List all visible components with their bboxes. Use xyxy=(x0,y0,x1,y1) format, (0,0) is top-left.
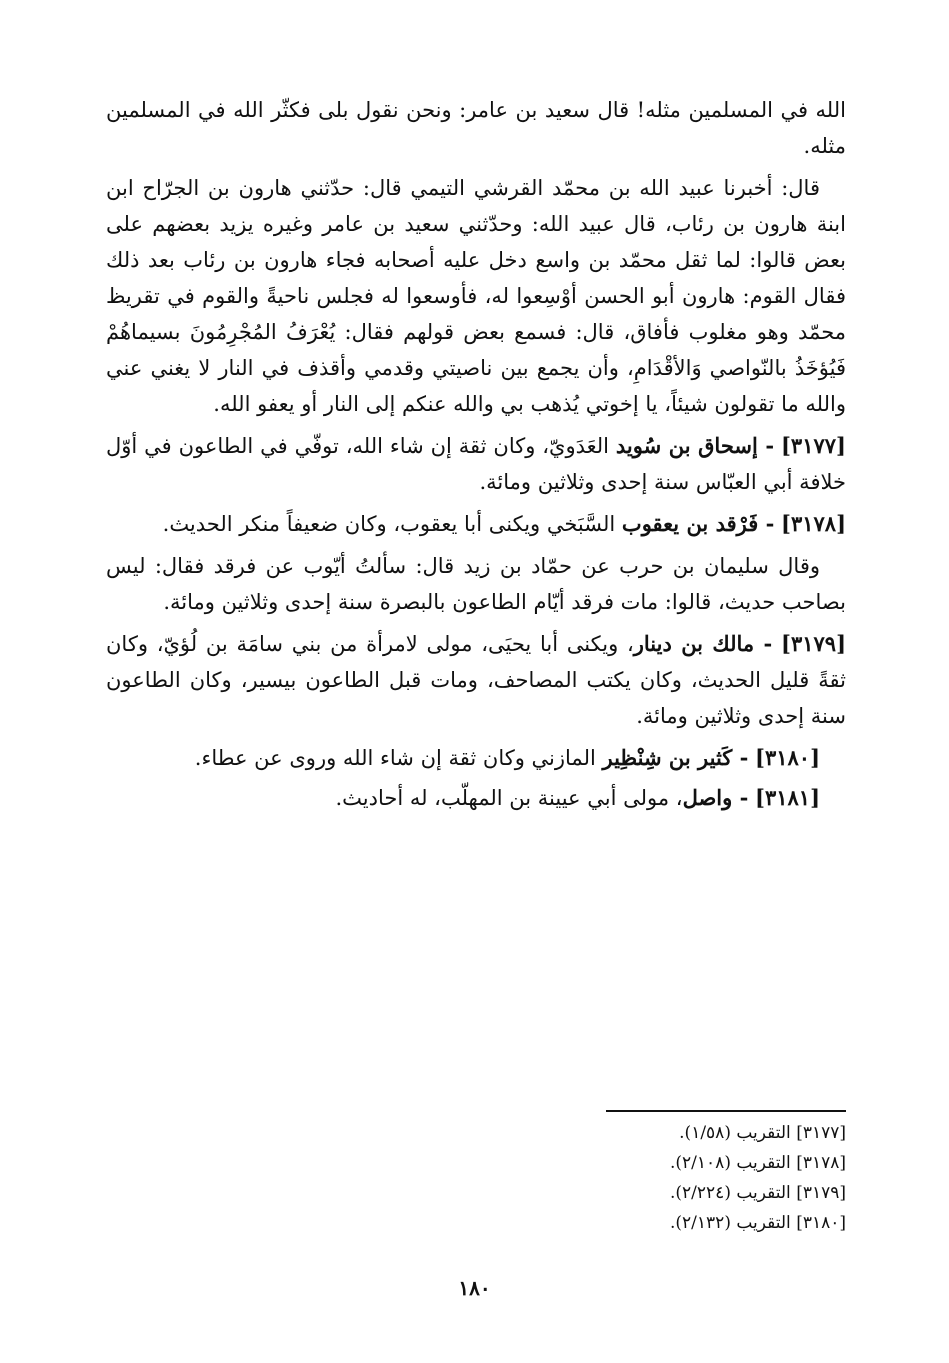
entry-text: المازني وكان ثقة إن شاء الله وروى عن عطاء. xyxy=(194,746,596,770)
entry-name: - كَثير بن شِنْظِير xyxy=(602,745,749,770)
footnotes xyxy=(606,1110,846,1238)
entry-name-text: فَرْقد بن يعقوب xyxy=(621,511,759,536)
entry-text: ، ويكنى أبا يحيَى، مولى لامرأة من بني سامَة بن لُؤيّ، وكان ثقةً قليل الحديث، وكان يكتب المصاحف، ومات قبل الطاعون بيسير، وكان الطاعون سنة إحدى وثلاثين ومائة. xyxy=(106,632,846,728)
paragraph-narration: قال: أخبرنا عبيد الله بن محمّد القرشي التيمي قال: حدّثني هارون بن الجرّاح ابن ابنة هارون بن رئاب، قال عبيد الله: وحدّثني سعيد بن عامر وغيره يزيد بعضهم على بعض قالوا: لما ثقل محمّد بن واسع دخل عليه أصحابه فجاء هارون بن رئاب بعد ذلك فقال القوم: هارون أبو الحسن أوْسِعوا له، فأوسعوا له فجلس ناحيةً والقوم في تقريظ محمّد وهو مغلوب فأفاق، قال: فسمع بعض قولهم فقال: يُعْرَفُ المُجْرِمُونَ بسيماهُمْ فَيُؤخَذُ بالنّواصي وَالأقْدَامِ، وأن يجمع بين ناصيتي وقدمي وأقذف في النار لا يغني عني والله ما تقولون شيئاً، يا إخوتي يُذهب بي والله عنكم إلى النار أو يعفو الله. xyxy=(106,176,846,416)
entry-name: - مالك بن دينار xyxy=(633,631,773,656)
footnote-3180: [٣١٨٠] التقريب (٢/١٣٢). xyxy=(670,1213,846,1233)
entry-name: - واصل xyxy=(682,785,749,810)
entry-name-text: إسحاق بن سُويد xyxy=(615,433,758,458)
footnote-divider xyxy=(606,1110,846,1112)
entry-3179 xyxy=(106,626,846,734)
footnote-3179: [٣١٧٩] التقريب (٢/٢٢٤). xyxy=(670,1183,846,1203)
entry-name-text: مالك بن دينار xyxy=(633,631,755,656)
entry-3181 xyxy=(106,780,846,816)
entry-number: [٣١٧٧] xyxy=(780,433,846,458)
entry-3177 xyxy=(106,428,846,500)
entry-number: [٣١٨١] xyxy=(755,785,820,810)
entry-name-text: واصل xyxy=(682,785,733,810)
entry-text: السَّبَخي ويكنى أبا يعقوب، وكان ضعيفاً منكر الحديث. xyxy=(162,512,616,536)
entry-number: [٣١٨٠] xyxy=(755,745,820,770)
footnote-3178: [٣١٧٨] التقريب (٢/١٠٨). xyxy=(670,1153,846,1173)
paragraph-farqad-report: وقال سليمان بن حرب عن حمّاد بن زيد قال: سألتُ أيّوب عن فرقد فقال: ليس بصاحب حديث، قالوا: مات فرقد أيّام الطاعون بالبصرة سنة إحدى وثلاثين ومائة. xyxy=(106,554,846,614)
entry-name-text: كَثير بن شِنْظِير xyxy=(602,745,733,770)
main-text xyxy=(106,92,846,820)
entry-text: العَدَويّ، وكان ثقة إن شاء الله، توفّي في الطاعون في أوّل خلافة أبي العبّاس سنة إحدى وثلاثين ومائة. xyxy=(106,434,846,494)
entry-name: - فَرْقد بن يعقوب xyxy=(621,511,775,536)
entry-number: [٣١٧٩] xyxy=(781,631,846,656)
entry-3178 xyxy=(106,506,846,542)
entry-name: - إسحاق بن سُويد xyxy=(615,433,775,458)
entry-3180 xyxy=(106,740,846,776)
paragraph-continuation: الله في المسلمين مثله! قال سعيد بن عامر: ونحن نقول بلى فكثّر الله في المسلمين مثله. xyxy=(106,98,846,158)
entry-text: ، مولى أبي عيينة بن المهلّب، له أحاديث. xyxy=(335,786,683,810)
footnote-3177: [٣١٧٧] التقريب (١/٥٨). xyxy=(679,1123,846,1143)
page-number: ١٨٠ xyxy=(458,1276,491,1300)
entry-number: [٣١٧٨] xyxy=(781,511,846,536)
